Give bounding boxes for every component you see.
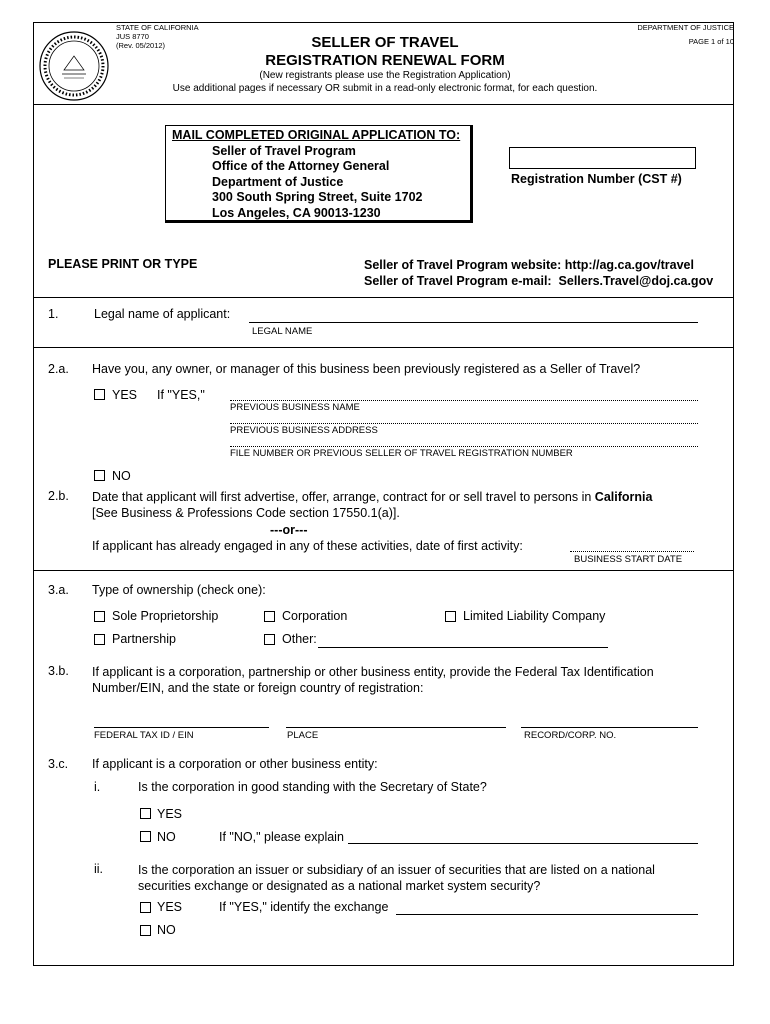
form-title-line1: SELLER OF TRAVEL — [311, 34, 459, 51]
other-ownership-input[interactable] — [318, 647, 608, 648]
q3b-number: 3.b. — [48, 664, 69, 678]
place-label: PLACE — [287, 730, 319, 741]
q2a-yes-checkbox[interactable] — [94, 389, 105, 400]
previous-business-name-input[interactable] — [230, 400, 698, 401]
partnership-checkbox[interactable] — [94, 634, 105, 645]
registration-number-input[interactable] — [509, 147, 696, 169]
business-start-date-label: BUSINESS START DATE — [574, 554, 683, 565]
q2a-no-checkbox[interactable] — [94, 470, 105, 481]
mail-line: Department of Justice — [212, 174, 344, 189]
q1-number: 1. — [48, 307, 59, 321]
section-divider — [33, 347, 734, 348]
page-number: PAGE 1 of 10 — [688, 37, 734, 46]
good-standing-explain-input[interactable] — [348, 843, 698, 844]
legal-name-input[interactable] — [249, 322, 698, 323]
record-corp-no-label: RECORD/CORP. NO. — [524, 730, 617, 741]
corporation-checkbox[interactable] — [264, 611, 275, 622]
new-registrants-note: (New registrants please use the Registration Application) — [259, 70, 511, 81]
print-note: PLEASE PRINT OR TYPE — [48, 257, 198, 271]
q3b-text-line2: Number/EIN, and the state or foreign country of registration: — [92, 681, 424, 695]
previous-business-address-input[interactable] — [230, 423, 698, 424]
mail-line: Los Angeles, CA 90013-1230 — [212, 205, 381, 220]
legal-name-label: LEGAL NAME — [252, 326, 313, 337]
q2b-first-activity-text: If applicant has already engaged in any of these activities, date of first activity: — [92, 539, 523, 553]
other-label: Other: — [282, 632, 317, 646]
place-input[interactable] — [286, 727, 506, 728]
q2a-if-yes: If "YES," — [157, 388, 205, 402]
header-divider — [33, 104, 734, 105]
q3c-ii-text-line1: Is the corporation an issuer or subsidiary of an issuer of securities that are listed on a national — [138, 863, 655, 877]
good-standing-explain-label: If "NO," please explain — [219, 830, 344, 844]
q2b-california: California — [594, 490, 653, 504]
agency-name: STATE OF CALIFORNIA — [116, 23, 199, 32]
sole-proprietorship-label: Sole Proprietorship — [112, 609, 219, 623]
q2b-code-section: [See Business & Professions Code section 17550.1(a)]. — [92, 506, 400, 520]
business-start-date-input[interactable] — [570, 551, 694, 552]
securities-no-label: NO — [157, 923, 176, 937]
q2b-text: Date that applicant will first advertise, offer, arrange, contract for or sell travel to persons in — [92, 490, 592, 504]
good-standing-yes-checkbox[interactable] — [140, 808, 151, 819]
q3a-number: 3.a. — [48, 583, 69, 597]
previous-business-address-label: PREVIOUS BUSINESS ADDRESS — [230, 425, 378, 436]
department-name: DEPARTMENT OF JUSTICE — [637, 23, 734, 32]
q3c-i-number: i. — [94, 780, 101, 794]
mail-line: Office of the Attorney General — [212, 159, 390, 173]
file-number-input[interactable] — [230, 446, 698, 447]
q1-text: Legal name of applicant: — [94, 307, 231, 321]
form-title-line2: REGISTRATION RENEWAL FORM — [265, 52, 505, 69]
partnership-label: Partnership — [112, 632, 176, 646]
q3c-ii-text-line2: securities exchange or designated as a national market system security? — [138, 879, 541, 893]
section-divider — [33, 297, 734, 298]
q3b-text-line1: If applicant is a corporation, partnership or other business entity, provide the Federal Tax Identification — [92, 665, 654, 679]
record-corp-no-input[interactable] — [521, 727, 698, 728]
q3c-text: If applicant is a corporation or other business entity: — [92, 757, 378, 771]
federal-tax-id-input[interactable] — [94, 727, 269, 728]
q3c-i-text: Is the corporation in good standing with the Secretary of State? — [138, 780, 487, 794]
mail-line: Seller of Travel Program — [212, 143, 356, 158]
securities-yes-checkbox[interactable] — [140, 902, 151, 913]
program-email[interactable]: Sellers.Travel@doj.ca.gov — [558, 274, 714, 288]
good-standing-no-checkbox[interactable] — [140, 831, 151, 842]
section-divider — [33, 570, 734, 571]
llc-checkbox[interactable] — [445, 611, 456, 622]
sole-proprietorship-checkbox[interactable] — [94, 611, 105, 622]
form-number: JUS 8770 — [116, 32, 149, 41]
mail-heading: MAIL COMPLETED ORIGINAL APPLICATION TO: — [172, 128, 461, 142]
q2b-number: 2.b. — [48, 489, 69, 503]
previous-business-name-label: PREVIOUS BUSINESS NAME — [230, 402, 360, 413]
llc-label: Limited Liability Company — [463, 609, 606, 623]
securities-exchange-input[interactable] — [396, 914, 698, 915]
mail-line: 300 South Spring Street, Suite 1702 — [212, 190, 423, 204]
securities-identify-label: If "YES," identify the exchange — [219, 900, 389, 914]
q2a-yes-label: YES — [112, 388, 138, 402]
revision-date: (Rev. 05/2012) — [116, 41, 166, 50]
registration-number-label: Registration Number (CST #) — [511, 172, 682, 186]
q3a-text: Type of ownership (check one): — [92, 583, 266, 597]
good-standing-no-label: NO — [157, 830, 176, 844]
additional-pages-note: Use additional pages if necessary OR submit in a read-only electronic format, for each question. — [172, 82, 598, 94]
q2a-text: Have you, any owner, or manager of this business been previously registered as a Seller of Travel? — [92, 362, 641, 376]
other-checkbox[interactable] — [264, 634, 275, 645]
q2a-number: 2.a. — [48, 362, 69, 376]
federal-tax-id-label: FEDERAL TAX ID / EIN — [94, 730, 194, 741]
q3c-ii-number: ii. — [94, 862, 104, 876]
q2b-or: ---or--- — [270, 523, 308, 537]
securities-no-checkbox[interactable] — [140, 925, 151, 936]
file-number-label: FILE NUMBER OR PREVIOUS SELLER OF TRAVEL REGISTRATION NUMBER — [230, 448, 573, 459]
securities-yes-label: YES — [157, 900, 183, 914]
program-website: Seller of Travel Program website: http://ag.ca.gov/travel — [364, 258, 694, 272]
corporation-label: Corporation — [282, 609, 348, 623]
program-email-label: Seller of Travel Program e-mail: — [364, 274, 552, 288]
good-standing-yes-label: YES — [157, 807, 183, 821]
q3c-number: 3.c. — [48, 757, 69, 771]
q2a-no-label: NO — [112, 469, 131, 483]
